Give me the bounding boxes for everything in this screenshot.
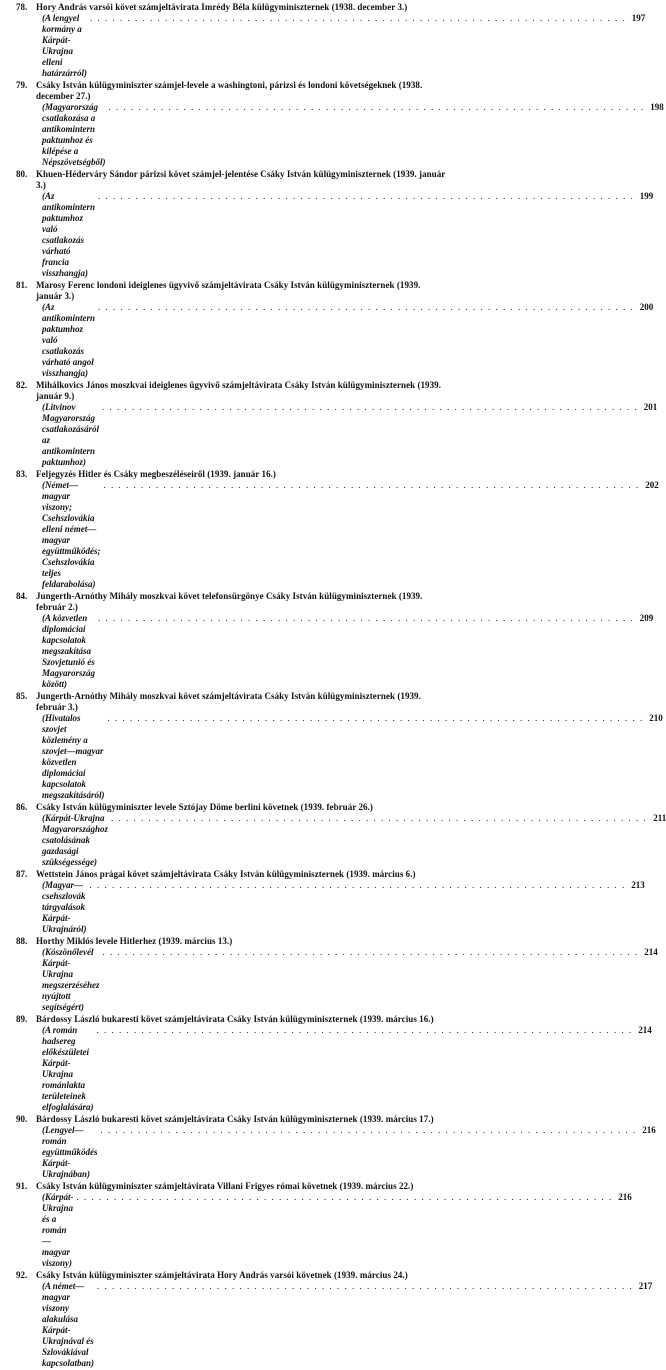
entry-number: 84.	[16, 591, 28, 601]
entry-number: 88.	[16, 936, 28, 946]
page-number: 211	[653, 813, 666, 823]
toc-entry	[16, 1181, 632, 1269]
entry-subtitle-line	[36, 191, 654, 279]
entry-title: Khuen-Héderváry Sándor párizsi követ számjel-jelentése Csáky István külügyminiszternek (1939. január 3.)	[36, 169, 446, 190]
entry-subtitle-line	[36, 1281, 653, 1369]
entry-subtitle-line	[36, 1125, 656, 1180]
entry-title: Jungerth-Arnóthy Mihály moszkvai követ telefonsürgönye Csáky István külügyminiszternek (1939. február 2.)	[36, 591, 423, 612]
entry-number: 92.	[16, 1270, 28, 1280]
entry-subtitle: (Magyarország csatlakozása a antikomintern paktumhoz és kilépése a Népszövetségből)	[42, 102, 106, 167]
dot-leader: . . . . . . . . . . . . . . . . . . . . . . . . . . . . . . . . . . . . . . . . . . . . . . . . . . . . . . . . . . . . . . . . . . . . . . . .	[103, 480, 640, 490]
toc-entry	[16, 691, 663, 801]
entry-number: 81.	[16, 280, 28, 290]
entry-subtitle-line	[36, 713, 663, 801]
dot-leader: . . . . . . . . . . . . . . . . . . . . . . . . . . . . . . . . . . . . . . . . . . . . . . . . . . . . . . . . . . . . . . . . . . . . . . . .	[111, 813, 648, 823]
entry-number: 85.	[16, 691, 28, 701]
dot-leader: . . . . . . . . . . . . . . . . . . . . . . . . . . . . . . . . . . . . . . . . . . . . . . . . . . . . . . . . . . . . . . . . . . . . . . . .	[98, 191, 635, 201]
entry-subtitle-line	[36, 613, 654, 690]
entry-subtitle-line	[36, 813, 666, 868]
page-number: 201	[643, 402, 658, 412]
toc-entry	[16, 469, 659, 590]
toc-entry	[16, 1014, 652, 1113]
entry-number: 90.	[16, 1114, 28, 1124]
toc-entry	[16, 380, 658, 468]
entry-title: Csáky István külügyminiszter számjeltávirata Hory András varsói követnek (1939. március 24.)	[36, 1270, 408, 1280]
toc-entry	[16, 1114, 656, 1180]
entry-subtitle: (Kárpát-Ukrajna Magyarországhoz csatolásának gazdasági szükségessége)	[42, 813, 109, 867]
entry-subtitle-line	[36, 302, 654, 379]
entry-title: Horthy Miklós levele Hitlerhez (1939. március 13.)	[36, 936, 233, 946]
entry-title: Wettstein János prágai követ számjeltávirata Csáky István külügyminiszternek (1939. március 6.)	[36, 869, 416, 879]
entry-subtitle: (Kárpát-Ukrajna és a román—magyar viszony)	[42, 1192, 74, 1268]
entry-title: Csáky István külügyminiszter levele Sztójay Döme berlini követnek (1939. február 26.)	[36, 802, 373, 812]
toc-entry	[16, 802, 666, 868]
entry-number: 79.	[16, 80, 28, 90]
page-number: 210	[649, 713, 663, 723]
entry-subtitle: (Litvinov Magyarország csatlakozásáról az antikomintern paktumhoz)	[42, 402, 100, 467]
page-number: 209	[639, 613, 654, 623]
entry-title: Feljegyzés Hitler és Csáky megbeszéléseiről (1939. január 16.)	[36, 469, 276, 479]
entry-subtitle: (Az antikomintern paktumhoz való csatlakozás várható angol visszhangja)	[42, 302, 96, 378]
entry-subtitle-line	[36, 1192, 632, 1269]
entry-subtitle: (Lengyel—román együttműködés Kárpát-Ukrajnában)	[42, 1125, 98, 1179]
toc-entry	[16, 869, 645, 935]
entry-number: 78.	[16, 2, 28, 12]
entry-title: Bárdossy László bukaresti követ számjeltávirata Csáky István külügyminiszternek (1939. március 17.)	[36, 1114, 434, 1124]
page-number: 199	[639, 191, 654, 201]
entry-title: Bárdossy László bukaresti követ számjeltávirata Csáky István külügyminiszternek (1939. március 16.)	[36, 1014, 434, 1024]
dot-leader: . . . . . . . . . . . . . . . . . . . . . . . . . . . . . . . . . . . . . . . . . . . . . . . . . . . . . . . . . . . . . . . . . . . . . . . .	[89, 880, 626, 890]
entry-subtitle: (A lengyel kormány a Kárpát-Ukrajna elleni határzárról)	[42, 13, 88, 78]
dot-leader: . . . . . . . . . . . . . . . . . . . . . . . . . . . . . . . . . . . . . . . . . . . . . . . . . . . . . . . . . . . . . . . . . . . . . . . .	[108, 102, 645, 112]
table-of-contents	[16, 2, 666, 1370]
entry-title: Marosy Ferenc londoni ideiglenes ügyvivő számjeltávirata Csáky István külügyminiszternek (1939. január 3.)	[36, 280, 421, 301]
toc-entry	[16, 1270, 653, 1369]
entry-number: 83.	[16, 469, 28, 479]
page-number: 216	[642, 1125, 656, 1135]
dot-leader: . . . . . . . . . . . . . . . . . . . . . . . . . . . . . . . . . . . . . . . . . . . . . . . . . . . . . . . . . . . . . . . . . . . . . . . .	[90, 13, 627, 23]
toc-entry	[16, 280, 654, 379]
toc-entry	[16, 2, 646, 79]
page-number: 202	[645, 480, 659, 490]
entry-title: Jungerth-Arnóthy Mihály moszkvai követ számjeltávirata Csáky István külügyminiszternek (1939. február 3.)	[36, 691, 421, 712]
entry-number: 86.	[16, 802, 28, 812]
page-number: 216	[618, 1192, 632, 1202]
entry-subtitle: (Az antikomintern paktumhoz való csatlakozás várható francia visszhangja)	[42, 191, 96, 278]
dot-leader: . . . . . . . . . . . . . . . . . . . . . . . . . . . . . . . . . . . . . . . . . . . . . . . . . . . . . . . . . . . . . . . . . . . . . . . .	[97, 1281, 634, 1291]
entry-subtitle-line	[36, 947, 658, 1013]
page-number: 217	[638, 1281, 653, 1291]
entry-subtitle-line	[36, 1025, 652, 1113]
dot-leader: . . . . . . . . . . . . . . . . . . . . . . . . . . . . . . . . . . . . . . . . . . . . . . . . . . . . . . . . . . . . . . . . . . . . . . . .	[102, 402, 639, 412]
toc-entry	[16, 169, 654, 279]
entry-subtitle-line	[36, 102, 664, 168]
entry-subtitle: (A román hadsereg előkészületei Kárpát-Ukrajna románlakta területeinek elfoglalására)	[42, 1025, 94, 1112]
entry-title: Csáky István külügyminiszter számjeltávirata Villani Frigyes római követnek (1939. március 22.)	[36, 1181, 414, 1191]
entry-title: Hory András varsói követ számjeltávirata Imrédy Béla külügyminiszternek (1938. december 3.)	[36, 2, 408, 12]
entry-subtitle: (Köszönőlevél Kárpát-Ukrajna megszerzéséhez nyújtott segítségért)	[42, 947, 100, 1012]
dot-leader: . . . . . . . . . . . . . . . . . . . . . . . . . . . . . . . . . . . . . . . . . . . . . . . . . . . . . . . . . . . . . . . . . . . . . . . .	[96, 1025, 633, 1035]
entry-subtitle-line	[36, 480, 659, 590]
page-number: 198	[650, 102, 664, 112]
dot-leader: . . . . . . . . . . . . . . . . . . . . . . . . . . . . . . . . . . . . . . . . . . . . . . . . . . . . . . . . . . . . . . . . . . . . . . . .	[107, 713, 644, 723]
toc-entry	[16, 591, 654, 690]
entry-number: 80.	[16, 169, 28, 179]
entry-title: Csáky István külügyminiszter számjel-levele a washingtoni, párizsi és londoni követségeknek (1938. december 27.)	[36, 80, 423, 101]
entry-number: 91.	[16, 1181, 28, 1191]
dot-leader: . . . . . . . . . . . . . . . . . . . . . . . . . . . . . . . . . . . . . . . . . . . . . . . . . . . . . . . . . . . . . . . . . . . . . . . .	[98, 302, 635, 312]
page-number: 200	[639, 302, 654, 312]
dot-leader: . . . . . . . . . . . . . . . . . . . . . . . . . . . . . . . . . . . . . . . . . . . . . . . . . . . . . . . . . . . . . . . . . . . . . . . .	[102, 947, 639, 957]
entry-subtitle-line	[36, 402, 658, 468]
entry-number: 87.	[16, 869, 28, 879]
page-number: 197	[631, 13, 646, 23]
entry-subtitle-line	[36, 13, 646, 79]
page-number: 213	[631, 880, 645, 890]
dot-leader: . . . . . . . . . . . . . . . . . . . . . . . . . . . . . . . . . . . . . . . . . . . . . . . . . . . . . . . . . . . . . . . . . . . . . . . .	[100, 1125, 637, 1135]
entry-subtitle: (Hivatalos szovjet közlemény a szovjet—magyar közvetlen diplomáciai kapcsolatok megszakításáról)	[42, 713, 105, 800]
dot-leader: . . . . . . . . . . . . . . . . . . . . . . . . . . . . . . . . . . . . . . . . . . . . . . . . . . . . . . . . . . . . . . . . . . . . . . . .	[76, 1192, 613, 1202]
entry-title: Mihálkovics János moszkvai ideiglenes ügyvivő számjeltávirata Csáky István külügyminiszternek (1939. január 9.)	[36, 380, 442, 401]
entry-subtitle: (A közvetlen diplomáciai kapcsolatok megszakítása Szovjetunió és Magyarország között)	[42, 613, 96, 689]
entry-subtitle: (A német—magyar viszony alakulása Kárpát-Ukrajnával és Szlovákiával kapcsolatban)	[42, 1281, 95, 1368]
page-number: 214	[638, 1025, 652, 1035]
dot-leader: . . . . . . . . . . . . . . . . . . . . . . . . . . . . . . . . . . . . . . . . . . . . . . . . . . . . . . . . . . . . . . . . . . . . . . . .	[98, 613, 635, 623]
entry-subtitle: (Német—magyar viszony; Csehszlovákia elleni német—magyar együttműködés; Csehszlovákia teljes feldarabolása)	[42, 480, 101, 589]
toc-entry	[16, 936, 658, 1013]
entry-number: 82.	[16, 380, 28, 390]
entry-number: 89.	[16, 1014, 28, 1024]
page-number: 214	[644, 947, 658, 957]
entry-subtitle-line	[36, 880, 645, 935]
toc-entry	[16, 80, 664, 168]
entry-subtitle: (Magyar—csehszlovák tárgyalások Kárpát-Ukrajnáról)	[42, 880, 87, 934]
